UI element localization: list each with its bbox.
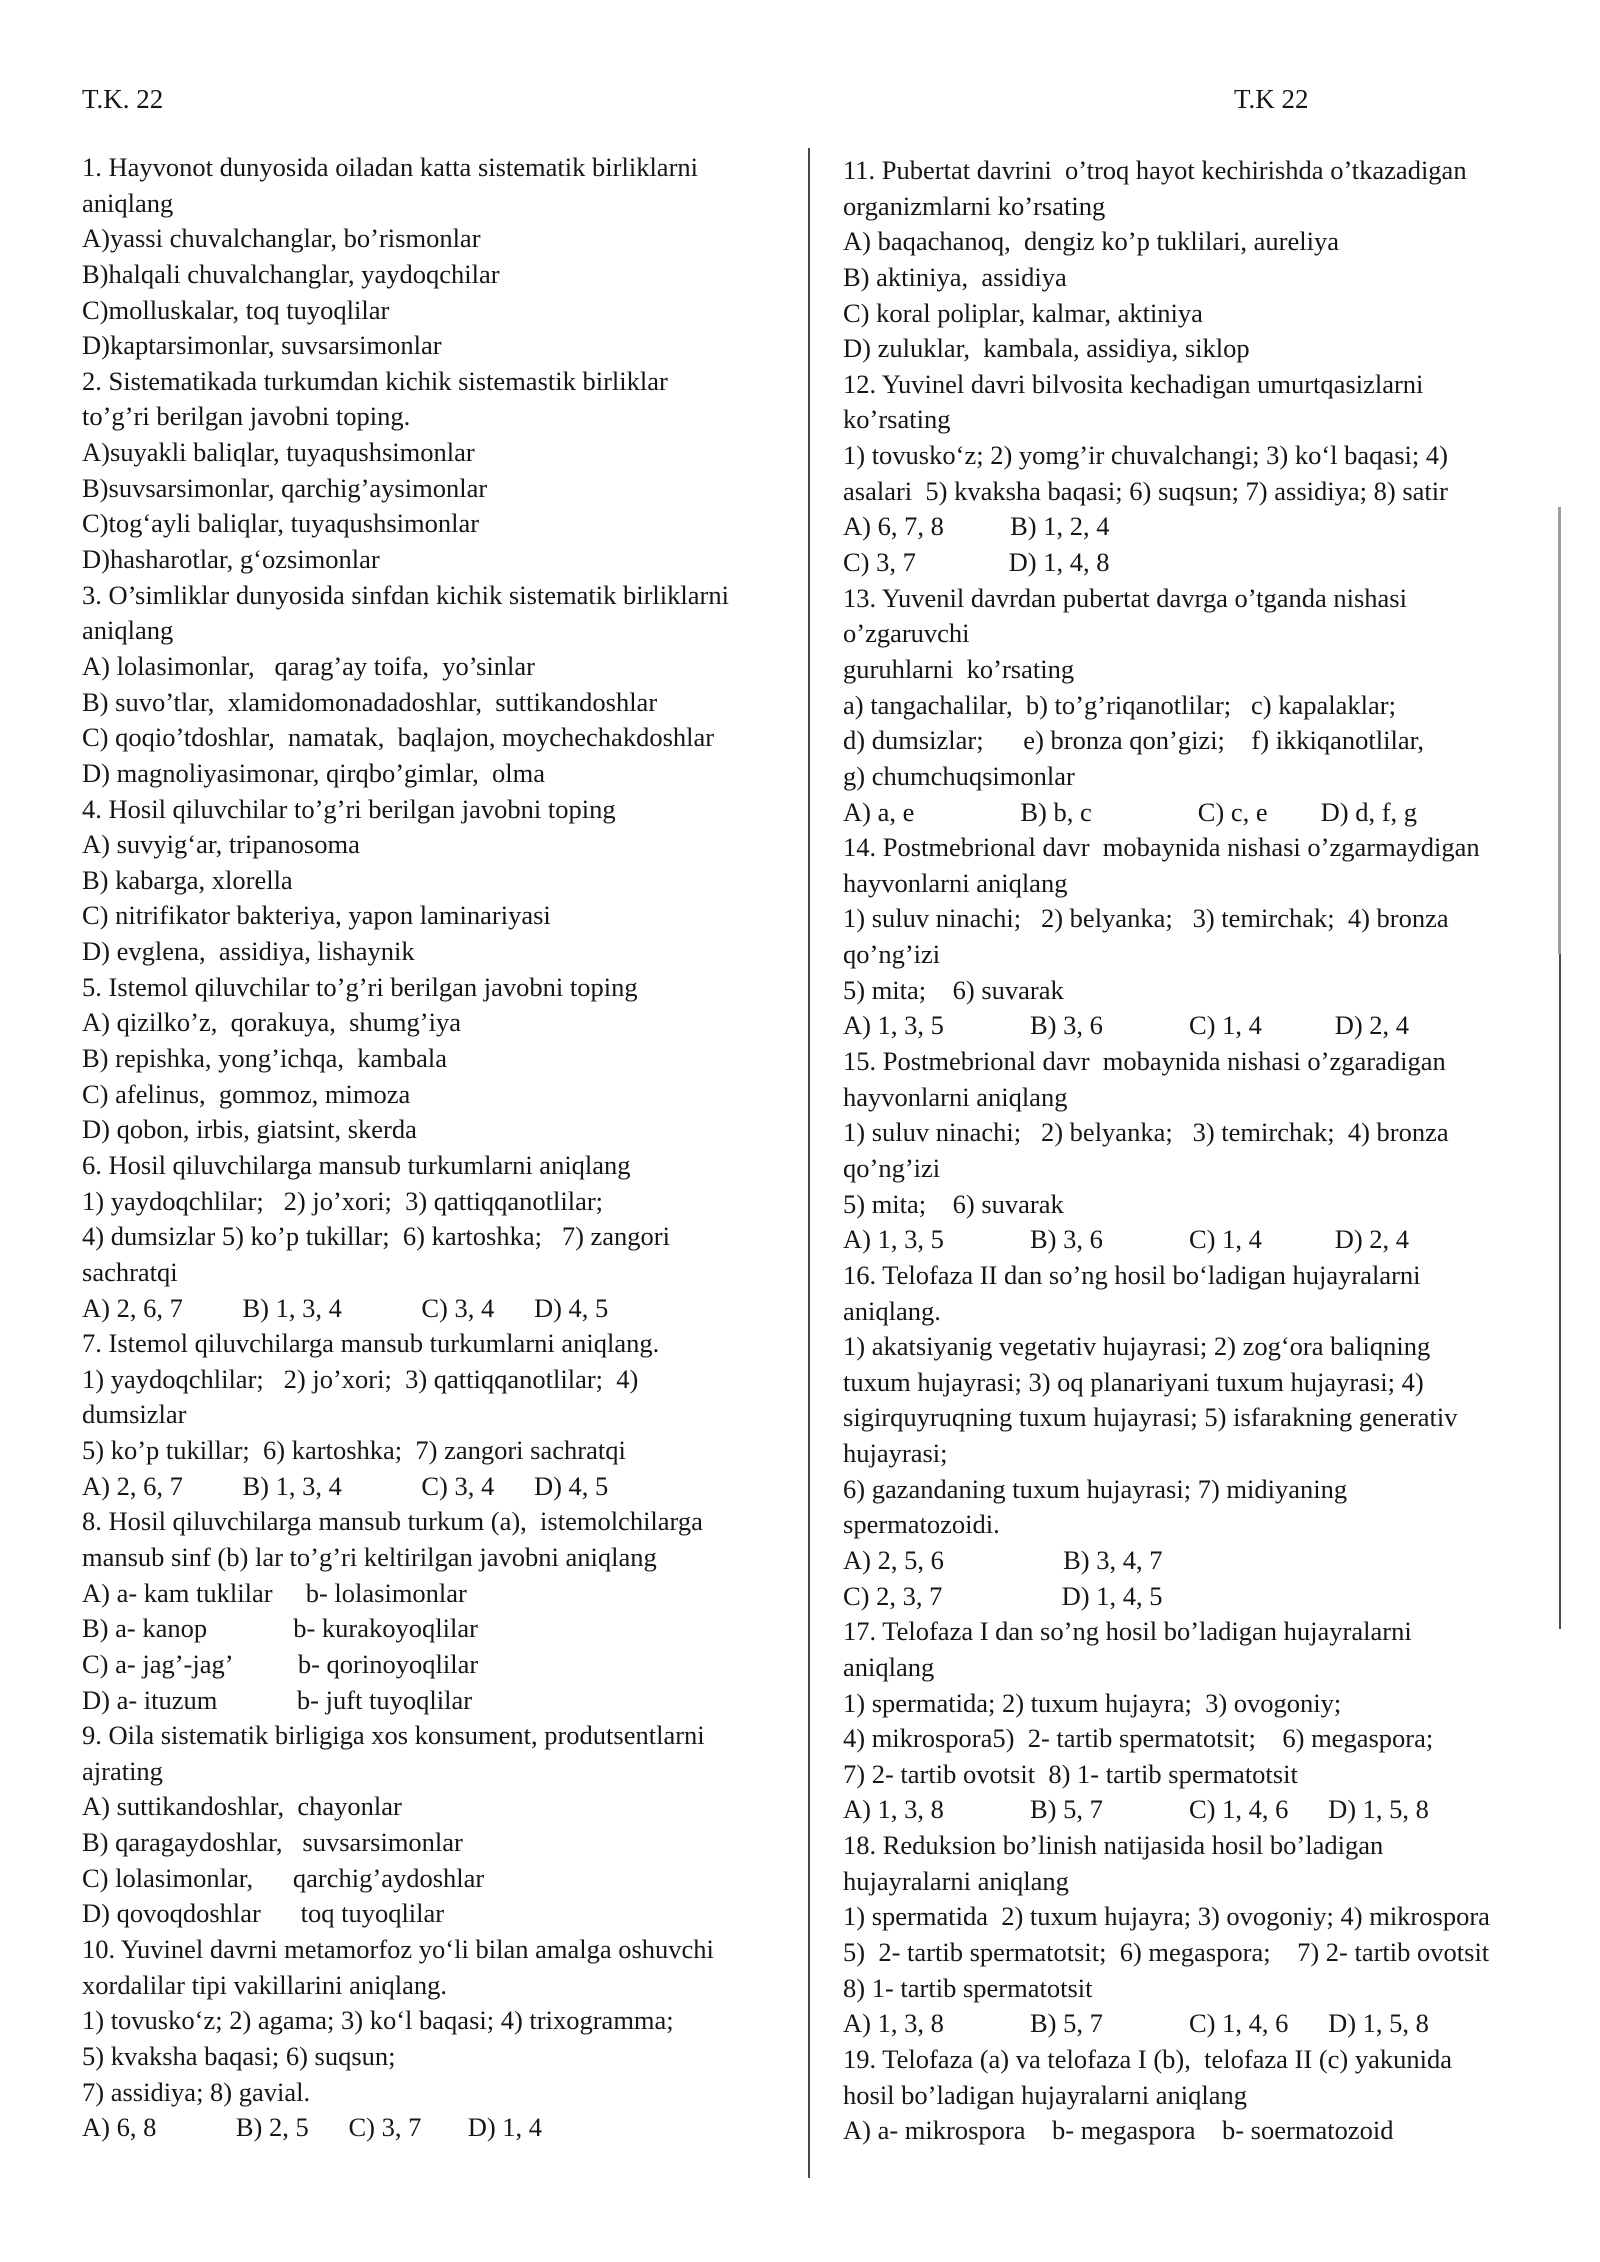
text-line: A) a, e B) b, c C) c, e D) d, f, g (843, 796, 1418, 827)
left-column (82, 150, 796, 2146)
text-line: 5. Istemol qiluvchilar to’g’ri berilgan javobni toping (82, 971, 638, 1002)
text-line: 3. O’simliklar dunyosida sinfdan kichik sistematik birliklarni (82, 579, 729, 610)
text-line: 5) kvaksha baqasi; 6) suqsun; (82, 2040, 396, 2071)
text-line: C) 3, 7 D) 1, 4, 8 (843, 547, 1110, 578)
page-header-left: T.K. 22 (82, 84, 164, 114)
text-line: hujayralarni aniqlang (843, 1865, 1069, 1896)
text-line: A) 1, 3, 5 B) 3, 6 C) 1, 4 D) 2, 4 (843, 1224, 1410, 1255)
text-line: 10. Yuvinel davrni metamorfoz yoʻli bilan amalga oshuvchi (82, 1934, 714, 1965)
text-line: asalari 5) kvaksha baqasi; 6) suqsun; 7) assidiya; 8) satir (843, 475, 1448, 506)
text-line: 4. Hosil qiluvchilar to’g’ri berilgan javobni toping (82, 793, 616, 824)
text-line: aniqlang (82, 187, 174, 218)
text-line: 6. Hosil qiluvchilarga mansub turkumlarni aniqlang (82, 1149, 631, 1180)
text-line: 12. Yuvinel davri bilvosita kechadigan umurtqasizlarni (843, 368, 1424, 399)
text-line: C) qoqio’tdoshlar, namatak, baqlajon, moychechakdoshlar (82, 722, 715, 753)
text-line: hayvonlarni aniqlang (843, 1081, 1068, 1112)
text-line: 1) tovuskoʻz; 2) yomg’ir chuvalchangi; 3) koʻl baqasi; 4) (843, 440, 1448, 471)
text-line: D) qobon, irbis, giatsint, skerda (82, 1114, 417, 1145)
text-line: organizmlarni ko’rsating (843, 190, 1106, 221)
text-line: 11. Pubertat davrini o’troq hayot kechirishda o’tkazadigan (843, 155, 1467, 185)
text-line: 1. Hayvonot dunyosida oiladan katta sistematik birliklarni (82, 152, 699, 182)
text-line: xordalilar tipi vakillarini aniqlang. (82, 1969, 448, 2000)
text-line: A) 1, 3, 5 B) 3, 6 C) 1, 4 D) 2, 4 (843, 1010, 1410, 1041)
text-line: D) a- ituzum b- juft tuyoqlilar (82, 1684, 473, 1715)
text-line: B) kabarga, xlorella (82, 864, 293, 895)
text-line: A) 2, 5, 6 B) 3, 4, 7 (843, 1544, 1163, 1575)
text-line: 2. Sistematikada turkumdan kichik sistemastik birliklar (82, 365, 668, 396)
text-line: D)kaptarsimonlar, suvsarsimonlar (82, 330, 442, 361)
text-line: 1) akatsiyanig vegetativ hujayrasi; 2) zogʻora baliqning (843, 1331, 1431, 1362)
text-line: C) afelinus, gommoz, mimoza (82, 1078, 411, 1109)
text-line: ajrating (82, 1755, 163, 1786)
text-line: D) zuluklar, kambala, assidiya, siklop (843, 333, 1250, 364)
text-line: A) qizilko’z, qorakuya, shumg’iya (82, 1007, 461, 1038)
page-header-right: T.K 22 (1234, 84, 1309, 114)
text-line: B) repishka, yong’ichqa, kambala (82, 1043, 447, 1074)
text-line: A) 2, 6, 7 B) 1, 3, 4 C) 3, 4 D) 4, 5 (82, 1292, 609, 1323)
text-line: 1) spermatida 2) tuxum hujayra; 3) ovogoniy; 4) mikrospora (843, 1901, 1490, 1932)
text-line: C)togʻayli baliqlar, tuyaqushsimonlar (82, 508, 480, 539)
column-divider-line (808, 148, 810, 2178)
text-line: B) suvo’tlar, xlamidomonadadoshlar, suttikandoshlar (82, 686, 658, 717)
right-column (843, 153, 1588, 2149)
text-line: d) dumsizlar; e) bronza qon’gizi; f) ikkiqanotlilar, (843, 725, 1425, 756)
text-line: A)yassi chuvalchanglar, bo’rismonlar (82, 223, 481, 254)
text-line: A) 6, 7, 8 B) 1, 2, 4 (843, 511, 1110, 542)
text-line: A)suyakli baliqlar, tuyaqushsimonlar (82, 437, 475, 468)
text-line: 16. Telofaza II dan so’ng hosil boʻladigan hujayralarni (843, 1259, 1421, 1290)
text-line: 19. Telofaza (a) va telofaza I (b), telofaza II (c) yakunida (843, 2043, 1453, 2074)
text-line: C) 2, 3, 7 D) 1, 4, 5 (843, 1580, 1163, 1611)
text-line: spermatozoidi. (843, 1509, 1000, 1540)
text-line: C) koral poliplar, kalmar, aktiniya (843, 297, 1203, 328)
text-line: A) a- mikrospora b- megaspora b- soermatozoid (843, 2115, 1394, 2146)
text-line: 1) spermatida; 2) tuxum hujayra; 3) ovogoniy; (843, 1687, 1342, 1718)
text-line: ko’rsating (843, 404, 951, 435)
text-line: 9. Oila sistematik birligiga xos konsument, produtsentlarni (82, 1720, 705, 1751)
text-line: C) a- jag’-jag’ b- qorinoyoqlilar (82, 1648, 479, 1679)
text-line: A) a- kam tuklilar b- lolasimonlar (82, 1577, 467, 1608)
text-line: A) 1, 3, 8 B) 5, 7 C) 1, 4, 6 D) 1, 5, 8 (843, 1794, 1429, 1825)
text-line: hosil bo’ladigan hujayralarni aniqlang (843, 2079, 1248, 2110)
text-line: 6) gazandaning tuxum hujayrasi; 7) midiyaning (843, 1473, 1348, 1504)
text-line: aniqlang. (843, 1295, 941, 1326)
text-line: B) aktiniya, assidiya (843, 261, 1067, 292)
text-line: C) nitrifikator bakteriya, yapon laminariyasi (82, 900, 551, 931)
text-line: 7. Istemol qiluvchilarga mansub turkumlarni aniqlang. (82, 1328, 660, 1359)
text-line: 1) suluv ninachi; 2) belyanka; 3) temirchak; 4) bronza (843, 903, 1449, 934)
text-line: 14. Postmebrional davr mobaynida nishasi o’zgarmaydigan (843, 832, 1480, 863)
text-line: 7) 2- tartib ovotsit 8) 1- tartib spermatotsit (843, 1758, 1298, 1789)
text-line: 4) dumsizlar 5) ko’p tukillar; 6) kartoshka; 7) zangori (82, 1221, 670, 1252)
text-line: 1) suluv ninachi; 2) belyanka; 3) temirchak; 4) bronza (843, 1117, 1449, 1148)
text-line: dumsizlar (82, 1399, 187, 1430)
text-line: g) chumchuqsimonlar (843, 760, 1075, 791)
text-line: 8. Hosil qiluvchilarga mansub turkum (a), istemolchilarga (82, 1506, 703, 1537)
text-line: mansub sinf (b) lar to’g’ri keltirilgan javobni aniqlang (82, 1541, 657, 1572)
text-line: B) a- kanop b- kurakoyoqlilar (82, 1613, 478, 1644)
text-line: D)hasharotlar, gʻozsimonlar (82, 544, 380, 575)
text-line: A) suttikandoshlar, chayonlar (82, 1791, 402, 1822)
text-line: 1) yaydoqchlilar; 2) jo’xori; 3) qattiqqanotlilar; (82, 1185, 604, 1216)
text-line: qo’ng’izi (843, 1152, 941, 1183)
text-line: aniqlang (843, 1651, 935, 1682)
text-line: 7) assidiya; 8) gavial. (82, 2076, 311, 2107)
text-line: B)halqali chuvalchanglar, yaydoqchilar (82, 258, 500, 289)
text-line: B)suvsarsimonlar, qarchig’aysimonlar (82, 472, 488, 503)
text-line: 5) mita; 6) suvarak (843, 974, 1064, 1005)
text-line: C)molluskalar, toq tuyoqlilar (82, 294, 390, 325)
text-line: 5) ko’p tukillar; 6) kartoshka; 7) zangori sachratqi (82, 1435, 626, 1466)
text-line: sigirquyruqning tuxum hujayrasi; 5) isfarakning generativ (843, 1402, 1458, 1433)
text-line: 4) mikrospora5) 2- tartib spermatotsit; 6) megaspora; (843, 1723, 1434, 1754)
text-line: tuxum hujayrasi; 3) oq planariyani tuxum hujayrasi; 4) (843, 1366, 1424, 1397)
text-line: 17. Telofaza I dan so’ng hosil bo’ladigan hujayralarni (843, 1616, 1412, 1647)
text-line: 5) 2- tartib spermatotsit; 6) megaspora; 7) 2- tartib ovotsit (843, 1937, 1490, 1968)
text-line: qo’ng’izi (843, 939, 941, 970)
text-line: 18. Reduksion bo’linish natijasida hosil bo’ladigan (843, 1830, 1384, 1861)
text-line: 15. Postmebrional davr mobaynida nishasi o’zgaradigan (843, 1046, 1446, 1077)
text-line: hujayrasi; (843, 1438, 948, 1469)
text-line: A) lolasimonlar, qarag’ay toifa, yo’sinlar (82, 650, 535, 681)
text-line: hayvonlarni aniqlang (843, 867, 1068, 898)
text-line: 13. Yuvenil davrdan pubertat davrga o’tganda nishasi (843, 582, 1407, 613)
text-line: to’g’ri berilgan javobni toping. (82, 401, 411, 432)
text-line: a) tangachalilar, b) to’g’riqanotlilar; c) kapalaklar; (843, 689, 1396, 720)
text-line: guruhlarni ko’rsating (843, 653, 1075, 684)
text-line: D) qovoqdoshlar toq tuyoqlilar (82, 1898, 445, 1929)
text-line: sachratqi (82, 1256, 178, 1287)
text-line: A) 6, 8 B) 2, 5 C) 3, 7 D) 1, 4 (82, 2112, 543, 2143)
text-line: o’zgaruvchi (843, 618, 970, 649)
text-line: 1) tovuskoʻz; 2) agama; 3) koʻl baqasi; 4) trixogramma; (82, 2005, 674, 2036)
text-line: 1) yaydoqchlilar; 2) jo’xori; 3) qattiqqanotlilar; 4) (82, 1363, 639, 1394)
text-line: A) 1, 3, 8 B) 5, 7 C) 1, 4, 6 D) 1, 5, 8 (843, 2008, 1429, 2039)
text-line: 8) 1- tartib spermatotsit (843, 1972, 1093, 2003)
text-line: C) lolasimonlar, qarchig’aydoshlar (82, 1862, 485, 1893)
text-line: A) baqachanoq, dengiz ko’p tuklilari, aureliya (843, 226, 1339, 257)
text-line: A) 2, 6, 7 B) 1, 3, 4 C) 3, 4 D) 4, 5 (82, 1470, 609, 1501)
text-line: D) magnoliyasimonar, qirqbo’gimlar, olma (82, 757, 545, 788)
text-line: A) suvyigʻar, tripanosoma (82, 829, 360, 860)
text-line: aniqlang (82, 615, 174, 646)
text-line: D) evglena, assidiya, lishaynik (82, 936, 415, 967)
text-line: 5) mita; 6) suvarak (843, 1188, 1064, 1219)
text-line: B) qaragaydoshlar, suvsarsimonlar (82, 1827, 463, 1858)
